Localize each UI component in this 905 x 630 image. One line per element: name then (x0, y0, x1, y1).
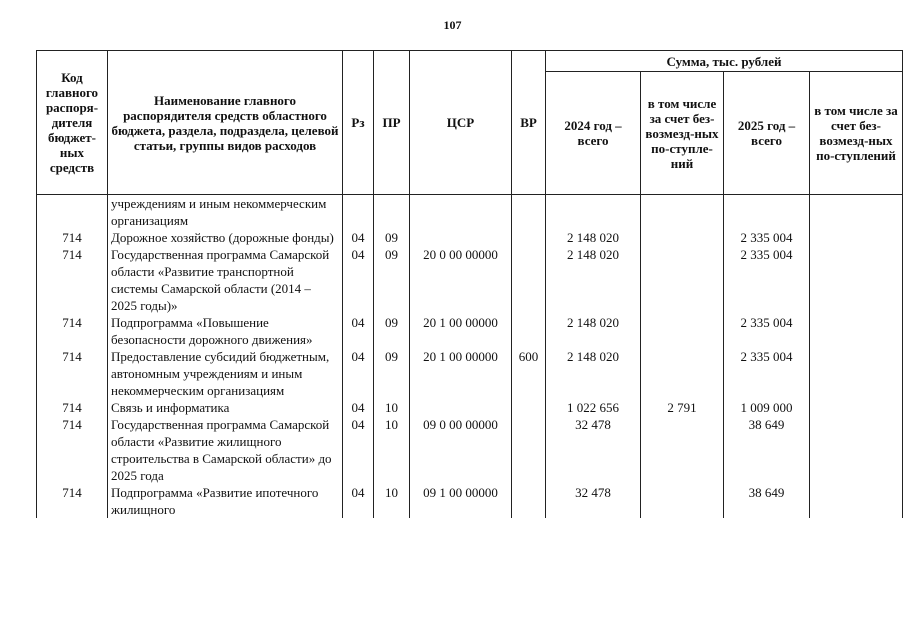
cell-pr (374, 195, 410, 230)
cell-pr: 09 (374, 229, 410, 246)
cell-rz: 04 (343, 399, 374, 416)
cell-rz: 04 (343, 314, 374, 348)
cell-2024-free: 2 791 (641, 399, 724, 416)
cell-2025-total: 2 335 004 (724, 246, 810, 314)
cell-name: Связь и информатика (108, 399, 343, 416)
cell-pr: 10 (374, 399, 410, 416)
cell-2025-free (810, 399, 903, 416)
cell-2025-total (724, 195, 810, 230)
cell-2024-total: 32 478 (546, 484, 641, 518)
cell-code: 714 (37, 348, 108, 399)
cell-pr: 10 (374, 484, 410, 518)
cell-vr (512, 314, 546, 348)
cell-csr: 20 1 00 00000 (410, 314, 512, 348)
budget-table (36, 50, 903, 518)
cell-rz: 04 (343, 416, 374, 484)
cell-vr (512, 246, 546, 314)
table-row (37, 229, 903, 246)
table-row (37, 348, 903, 399)
cell-2024-total: 1 022 656 (546, 399, 641, 416)
header-csr: ЦСР (410, 51, 512, 195)
table-row (37, 484, 903, 518)
cell-name: Дорожное хозяйство (дорожные фонды) (108, 229, 343, 246)
table-row (37, 314, 903, 348)
cell-csr: 20 0 00 00000 (410, 246, 512, 314)
cell-csr (410, 399, 512, 416)
header-name: Наименование главного распорядителя средств областного бюджета, раздела, подраздела, целевой статьи, группы видов расходов (108, 51, 343, 195)
header-sum: Сумма, тыс. рублей (546, 51, 903, 72)
cell-2024-free (641, 484, 724, 518)
cell-code (37, 195, 108, 230)
cell-2024-free (641, 314, 724, 348)
cell-vr (512, 229, 546, 246)
cell-2024-free (641, 416, 724, 484)
header-2025-total: 2025 год – всего (724, 72, 810, 195)
cell-2025-free (810, 229, 903, 246)
header-pr: ПР (374, 51, 410, 195)
cell-rz: 04 (343, 348, 374, 399)
cell-2024-total: 2 148 020 (546, 246, 641, 314)
cell-code: 714 (37, 399, 108, 416)
cell-rz (343, 195, 374, 230)
cell-code: 714 (37, 229, 108, 246)
cell-name: Государственная программа Самарской области «Развитие жилищного строительства в Самарской области» до 2025 года (108, 416, 343, 484)
cell-pr: 09 (374, 246, 410, 314)
header-vr: ВР (512, 51, 546, 195)
cell-name: Предоставление субсидий бюджетным, автономным учреждениям и иным некоммерческим организациям (108, 348, 343, 399)
cell-code: 714 (37, 484, 108, 518)
cell-2024-free (641, 246, 724, 314)
header-2025-free: в том числе за счет без-возмезд-ных по-ступлений (810, 72, 903, 195)
cell-code: 714 (37, 416, 108, 484)
cell-2024-free (641, 348, 724, 399)
header-2024-total: 2024 год – всего (546, 72, 641, 195)
cell-name: учреждениям и иным некоммерческим организациям (108, 195, 343, 230)
table-row (37, 399, 903, 416)
cell-csr: 09 0 00 00000 (410, 416, 512, 484)
cell-name: Подпрограмма «Развитие ипотечного жилищного (108, 484, 343, 518)
page-number: 107 (443, 18, 462, 32)
cell-vr (512, 195, 546, 230)
cell-2024-total: 2 148 020 (546, 229, 641, 246)
cell-rz: 04 (343, 246, 374, 314)
cell-2025-free (810, 314, 903, 348)
cell-2024-free (641, 195, 724, 230)
cell-2024-total: 2 148 020 (546, 348, 641, 399)
cell-pr: 09 (374, 314, 410, 348)
cell-2025-total: 38 649 (724, 484, 810, 518)
cell-csr: 20 1 00 00000 (410, 348, 512, 399)
cell-rz: 04 (343, 229, 374, 246)
cell-2024-total: 2 148 020 (546, 314, 641, 348)
cell-vr (512, 416, 546, 484)
cell-2025-free (810, 246, 903, 314)
cell-vr (512, 399, 546, 416)
cell-csr (410, 195, 512, 230)
cell-vr (512, 484, 546, 518)
cell-2025-free (810, 484, 903, 518)
cell-2025-total: 2 335 004 (724, 229, 810, 246)
cell-code: 714 (37, 246, 108, 314)
cell-2025-total: 38 649 (724, 416, 810, 484)
cell-code: 714 (37, 314, 108, 348)
cell-csr: 09 1 00 00000 (410, 484, 512, 518)
cell-name: Подпрограмма «Повышение безопасности дорожного движения» (108, 314, 343, 348)
cell-2024-free (641, 229, 724, 246)
cell-2025-total: 2 335 004 (724, 348, 810, 399)
cell-2025-total: 2 335 004 (724, 314, 810, 348)
cell-2025-free (810, 348, 903, 399)
cell-pr: 10 (374, 416, 410, 484)
table-row (37, 195, 903, 230)
cell-2024-total (546, 195, 641, 230)
cell-pr: 09 (374, 348, 410, 399)
header-2024-free: в том числе за счет без-возмезд-ных по-ступле-ний (641, 72, 724, 195)
table-row (37, 246, 903, 314)
cell-vr: 600 (512, 348, 546, 399)
cell-2025-total: 1 009 000 (724, 399, 810, 416)
cell-rz: 04 (343, 484, 374, 518)
cell-2025-free (810, 416, 903, 484)
table-row (37, 416, 903, 484)
cell-2025-free (810, 195, 903, 230)
cell-2024-total: 32 478 (546, 416, 641, 484)
cell-csr (410, 229, 512, 246)
cell-name: Государственная программа Самарской области «Развитие транспортной системы Самарской области (2014 – 2025 годы)» (108, 246, 343, 314)
header-code: Код главного распоря-дителя бюджет-ных средств (37, 51, 108, 195)
header-rz: Рз (343, 51, 374, 195)
